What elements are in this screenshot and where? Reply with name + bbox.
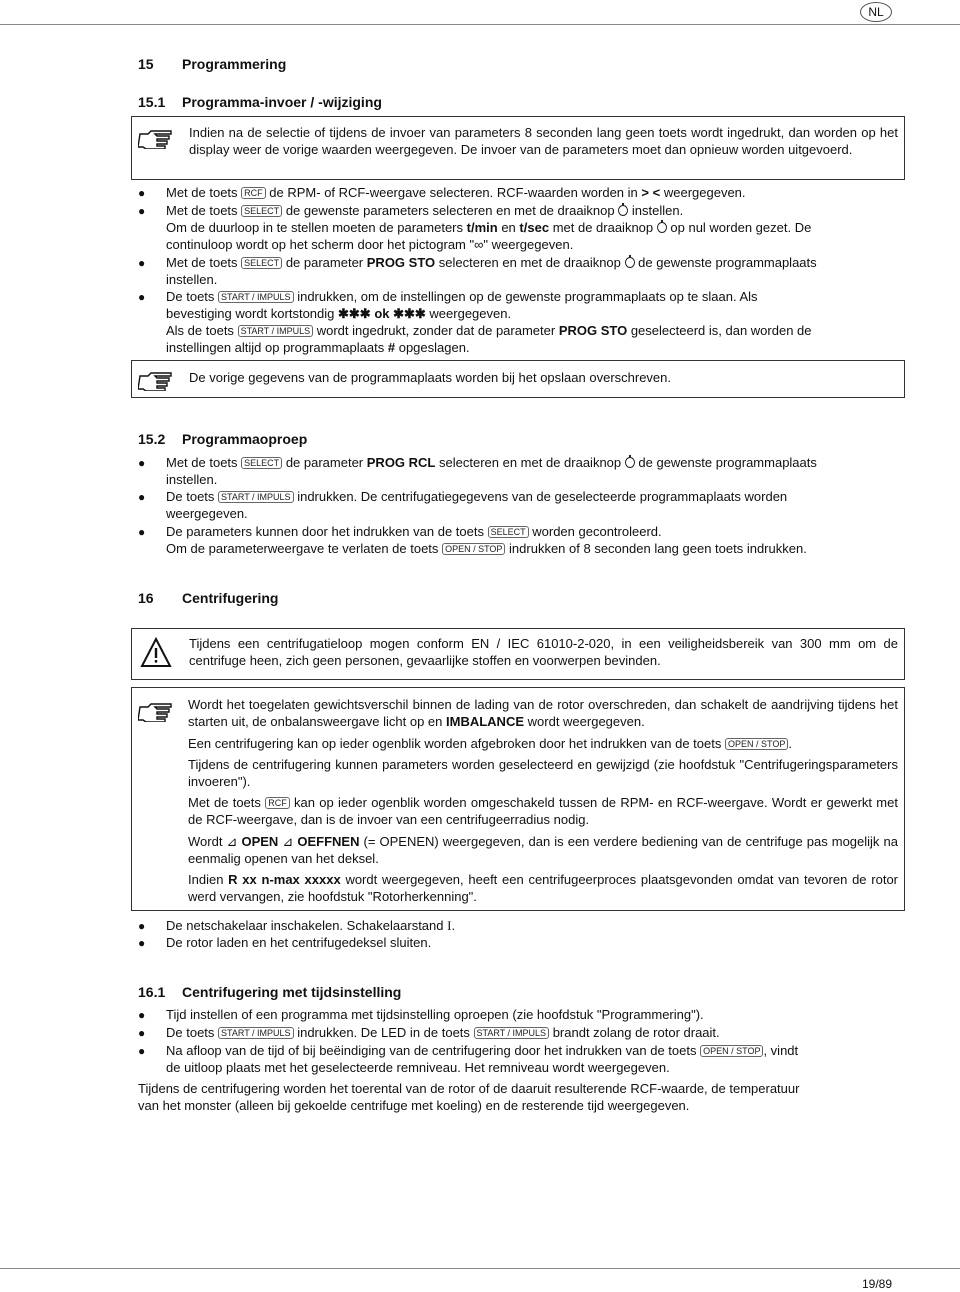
note-paragraph: Indien R xx n-max xxxxx wordt weergegeven, heeft een centrifugeerproces plaatsgevonden omdat van tevoren de rotor werd vervangen, zie hoofdstuk "Rotorherkenning". — [188, 872, 898, 904]
start-impuls-key-icon: START / IMPULS — [218, 291, 294, 303]
note-paragraph: Wordt ⊿ OPEN ⊿ OEFFNEN (= OPENEN) weergegeven, dan is een verdere bediening van de centrifuge pas mogelijk na eenmalig openen van het deksel. — [188, 834, 898, 866]
bullet: ● — [138, 919, 146, 933]
list-item-continuation: instellen. — [166, 272, 218, 287]
list-item-continuation: instellingen altijd op programmaplaats # opgeslagen. — [166, 340, 470, 355]
pointing-hand-icon — [138, 127, 174, 149]
start-impuls-key-icon: START / IMPULS — [218, 1027, 294, 1039]
section-heading-15-2: 15.2 Programmaoproep — [138, 431, 308, 447]
list-item-continuation: Om de parameterweergave te verlaten de toets OPEN / STOP indrukken of 8 seconden lang geen toets indrukken. — [166, 541, 807, 556]
bullet: ● — [138, 1008, 146, 1022]
list-item-continuation: bevestiging wordt kortstondig ✱✱✱ ok ✱✱✱ weergegeven. — [166, 306, 512, 321]
pointing-hand-icon — [138, 700, 174, 722]
header-rule — [0, 24, 960, 25]
infinity-pictogram: ∞ — [474, 237, 484, 252]
rcf-key-icon: RCF — [241, 187, 266, 199]
lid-open-icon: ⊿ — [226, 834, 238, 849]
list-item-continuation: weergegeven. — [166, 506, 248, 521]
paragraph-line: van het monster (alleen bij gekoelde centrifuge met koeling) en de resterende tijd weergegeven. — [138, 1098, 690, 1113]
list-item: Met de toets SELECT de gewenste parameters selecteren en met de draaiknop instellen. — [166, 203, 684, 218]
list-item-continuation: Om de duurloop in te stellen moeten de parameters t/min en t/sec met de draaiknop op nul worden gezet. De — [166, 220, 812, 235]
note-paragraph: Met de toets RCF kan op ieder ogenblik worden omgeschakeld tussen de RPM- en RCF-weergave. Wordt er gewerkt met de RCF-weergave, dan is de invoer van een centrifugeerradius nodig. — [188, 795, 898, 827]
bullet: ● — [138, 186, 146, 200]
select-key-icon: SELECT — [241, 257, 282, 269]
list-item: Na afloop van de tijd of bij beëindiging van de centrifugering door het indrukken van de toets OPEN / STOP , vindt — [166, 1043, 799, 1058]
rotary-knob-icon — [657, 222, 667, 233]
paragraph-line: Tijdens de centrifugering worden het toerental van de rotor of de daaruit resulterende RCF-waarde, de temperatuur — [138, 1081, 800, 1096]
bullet: ● — [138, 936, 146, 950]
note-paragraph: Een centrifugering kan op ieder ogenblik worden afgebroken door het indrukken van de toets OPEN / STOP . — [188, 736, 792, 751]
list-item: De parameters kunnen door het indrukken van de toets SELECT worden gecontroleerd. — [166, 524, 662, 539]
open-stop-key-icon: OPEN / STOP — [442, 543, 505, 555]
list-item: De toets START / IMPULS indrukken, om de instellingen op de gewenste programmaplaats op te slaan. Als — [166, 289, 758, 304]
bullet: ● — [138, 490, 146, 504]
list-item: Met de toets RCF de RPM- of RCF-weergave selecteren. RCF-waarden worden in > < weergegeven. — [166, 185, 746, 200]
rcf-key-icon: RCF — [265, 797, 290, 809]
section-heading-15-1: 15.1 Programma-invoer / -wijziging — [138, 94, 382, 110]
list-item: Tijd instellen of een programma met tijdsinstelling oproepen (zie hoofdstuk "Programmering"). — [166, 1007, 704, 1022]
warning-triangle-icon — [140, 637, 172, 669]
list-item-continuation: continuloop wordt op het scherm door het pictogram "∞" weergegeven. — [166, 237, 574, 252]
open-stop-key-icon: OPEN / STOP — [725, 738, 788, 750]
list-item-continuation: de uitloop plaats met het geselecteerde remniveau. Het remniveau wordt weergegeven. — [166, 1060, 670, 1075]
open-stop-key-icon: OPEN / STOP — [700, 1045, 763, 1057]
section-heading-16-1: 16.1 Centrifugering met tijdsinstelling — [138, 984, 402, 1000]
note-paragraph: Wordt het toegelaten gewichtsverschil binnen de lading van de rotor overschreden, dan schakelt de aandrijving tijdens het starten uit, de onbalansweergave licht op en IMBALANCE wordt weergegeven. — [188, 697, 898, 729]
bullet: ● — [138, 1044, 146, 1058]
list-item-continuation: Als de toets START / IMPULS wordt ingedrukt, zonder dat de parameter PROG STO geselecteerd is, dan worden de — [166, 323, 812, 338]
select-key-icon: SELECT — [241, 457, 282, 469]
list-item: De rotor laden en het centrifugedeksel sluiten. — [166, 935, 432, 950]
list-item: De toets START / IMPULS indrukken. De centrifugatiegegevens van de geselecteerde programmaplaats worden — [166, 489, 788, 504]
lid-open-icon: ⊿ — [282, 834, 294, 849]
note-text: De vorige gegevens van de programmaplaats worden bij het opslaan overschreven. — [189, 370, 672, 385]
list-item: Met de toets SELECT de parameter PROG RCL selecteren en met de draaiknop de gewenste programmaplaats — [166, 455, 817, 470]
start-impuls-key-icon: START / IMPULS — [474, 1027, 550, 1039]
page-number: 19/89 — [861, 1277, 892, 1291]
section-heading-15: 15 Programmering — [138, 56, 287, 72]
warning-box — [131, 628, 905, 680]
list-item: De netschakelaar inschakelen. Schakelaarstand I. — [166, 918, 456, 933]
list-item: Met de toets SELECT de parameter PROG STO selecteren en met de draaiknop de gewenste programmaplaats — [166, 255, 817, 270]
note-box — [131, 116, 905, 180]
rotary-knob-icon — [625, 257, 635, 268]
rotary-knob-icon — [625, 457, 635, 468]
warning-text: Tijdens een centrifugatieloop mogen conform EN / IEC 61010-2-020, in een veiligheidsbereik van 300 mm om de centrifuge heen, zich geen personen, gevaarlijke stoffen en voorwerpen bevinden. — [189, 636, 898, 668]
select-key-icon: SELECT — [241, 205, 282, 217]
start-impuls-key-icon: START / IMPULS — [238, 325, 314, 337]
select-key-icon: SELECT — [488, 526, 529, 538]
bullet: ● — [138, 456, 146, 470]
bullet: ● — [138, 290, 146, 304]
note-text: Indien na de selectie of tijdens de invoer van parameters 8 seconden lang geen toets wordt ingedrukt, dan worden op het display weer de vorige waarden weergegeven. De invoer van de parameters moet dan opnieuw worden uitgevoerd. — [189, 125, 898, 157]
bullet: ● — [138, 204, 146, 218]
bullet: ● — [138, 1026, 146, 1040]
section-heading-16: 16 Centrifugering — [138, 590, 279, 606]
bullet: ● — [138, 525, 146, 539]
note-box — [131, 360, 905, 398]
bullet: ● — [138, 256, 146, 270]
footer-rule — [0, 1268, 960, 1269]
start-impuls-key-icon: START / IMPULS — [218, 491, 294, 503]
list-item-continuation: instellen. — [166, 472, 218, 487]
language-badge: NL — [860, 2, 892, 22]
note-paragraph: Tijdens de centrifugering kunnen parameters worden geselecteerd en gewijzigd (zie hoofdstuk "Centrifugeringsparameters invoeren"). — [188, 757, 898, 789]
rotary-knob-icon — [618, 205, 628, 216]
list-item: De toets START / IMPULS indrukken. De LED in de toets START / IMPULS brandt zolang de rotor draait. — [166, 1025, 720, 1040]
pointing-hand-icon — [138, 369, 174, 391]
